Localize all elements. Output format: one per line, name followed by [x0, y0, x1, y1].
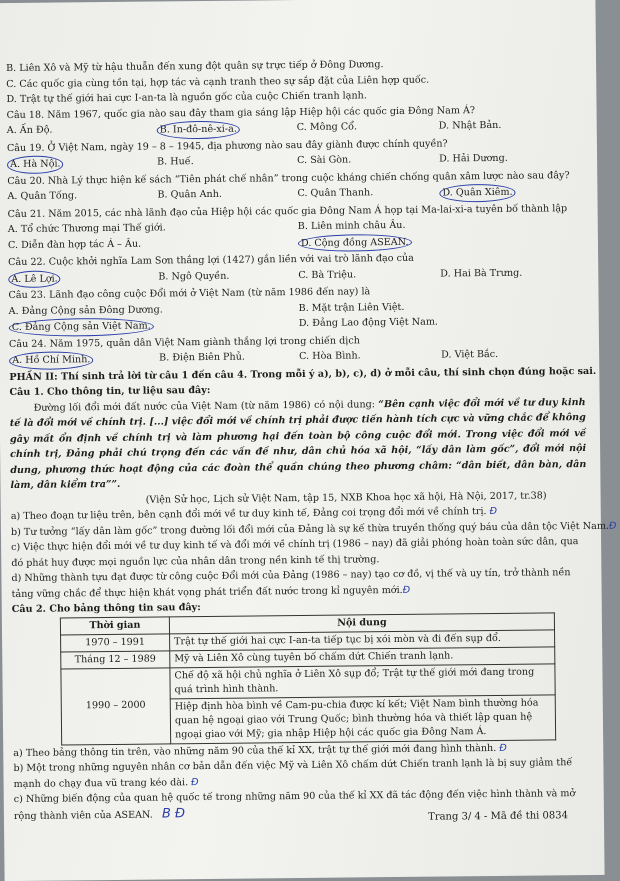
question-21-stem: Câu 21. Năm 2015, các nhà lãnh đạo của Hiệp hội các quốc gia Đông Nam Á họp tại Ma-lai-xi-a tuyên bố thành lập	[7, 202, 568, 220]
table-row: 1970 – 1991 Trật tự thế giới hai cực I-an-ta tiếp tục bị xói mòn và đi đến sụp đổ.	[61, 629, 555, 651]
table-row: Hiệp định hòa bình về Cam-pu-chia được kí kết; Việt Nam bình thường hóa quan hệ ngoại giao với Trung Quốc; bình thường hóa và thiết lập quan hệ ngoại giao với Mỹ; gia nhập Hiệp hội các quốc gia Đông Nam Á.	[61, 694, 555, 744]
option-line: C. Các quốc gia cùng tồn tại, hợp tác và cạnh tranh theo sự sắp đặt của Liên hợp quốc.	[6, 74, 430, 90]
question-22-stem: Câu 22. Cuộc khởi nghĩa Lam Sơn thắng lợi (1427) gắn liền với vai trò lãnh đạo của	[8, 252, 414, 269]
table-row: 1990 – 2000 Chế độ xã hội chủ nghĩa ở Liên Xô sụp đổ; Trật tự thế giới mới đang trong quá trình hình thành.	[61, 663, 555, 699]
option-b: B. Ngô Quyền.	[158, 270, 230, 282]
part-2-heading: PHẦN II: Thí sinh trả lời từ câu 1 đến câu 4. Trong mỗi ý a), b), c), d) ở mỗi câu, thí sinh chọn đúng hoặc sai.	[9, 365, 597, 383]
question-24-stem: Câu 24. Năm 1975, quân dân Việt Nam giành thắng lợi trong chiến dịch	[8, 334, 360, 350]
c1-statement-d2: tảng vững chắc để thực hiện khát vọng phát triển đất nước trong kỉ nguyên mới.Đ	[11, 584, 411, 600]
question-23-stem: Câu 23. Lãnh đạo công cuộc Đổi mới ở Việt Nam (từ năm 1986 đến nay) là	[8, 286, 371, 302]
handwritten-mark: Đ	[191, 776, 199, 788]
c1-quote-lead: Đường lối đổi mới đất nước của Việt Nam (từ năm 1986) có nội dung:	[33, 398, 376, 414]
table-header: Thời gian	[60, 616, 169, 634]
c1-statement-c2: đó phát huy được mọi nguồn lực của nhân dân trong nền kinh tế thị trường.	[11, 553, 380, 569]
c2-statement-c2: rộng thành viên của ASEAN. B Đ	[13, 805, 186, 822]
option-line: D. Trật tự thế giới hai cực I-an-ta là nguồn gốc của cuộc Chiến tranh lạnh.	[6, 90, 367, 106]
option-d: D. Nhật Bản.	[438, 119, 502, 132]
handwritten-mark: B Đ	[161, 805, 186, 821]
c2-statement-b1: b) Một trong những nguyên nhân cơ bản dẫn đến việc Mỹ và Liên Xô chấm dứt Chiến tranh lạnh là bị suy giảm thế	[13, 757, 573, 775]
table-row: Tháng 12 – 1989 Mỹ và Liên Xô cùng tuyên bố chấm dứt Chiến tranh lạnh.	[61, 646, 555, 668]
option-c: C. Mông Cổ.	[296, 121, 358, 134]
handwritten-mark: Đ	[499, 742, 507, 754]
c1-statement-a: a) Theo đoạn tư liệu trên, bên cạnh đổi mới về tư duy kinh tế, Đảng coi trọng đổi mới về chính trị. Đ	[10, 505, 498, 523]
c1-statement-d1: d) Những thành tựu đạt được từ công cuộc Đổi mới của Đảng (1986 – nay) tạo cơ đồ, vị thế và uy tín, trở thành nền	[11, 567, 571, 585]
option-a: A. Ấn Độ.	[6, 124, 53, 137]
option-b: B. Mặt trận Liên Việt.	[298, 301, 405, 314]
option-b: B. Huế.	[157, 156, 194, 168]
option-b: B. Liên minh châu Âu.	[297, 219, 406, 233]
option-d-circled: D. Cộng đồng ASEAN.	[298, 233, 412, 252]
question-20-stem: Câu 20. Nhà Lý thực hiện kế sách “Tiên phát chế nhân” trong cuộc kháng chiến chống quân xâm lược nào sau đây?	[7, 169, 570, 187]
page-footer: Trang 3/ 4 - Mã đề thi 0834	[428, 809, 569, 823]
option-d: D. Hai Bà Trưng.	[440, 267, 523, 280]
option-b-circled: B. In-đô-nê-xi-a.	[157, 121, 240, 139]
option-a: A. Đảng Cộng sản Đông Dương.	[8, 303, 163, 317]
c1-source: (Viện Sử học, Lịch sử Việt Nam, tập 15, NXB Khoa học xã hội, Hà Nội, 2017, tr.38)	[145, 489, 547, 506]
handwritten-mark: Đ	[489, 505, 498, 518]
c1-statement-b: b) Tư tưởng “lấy dân làm gốc” trong đường lối đổi mới của Đảng là sự kế thừa truyền thống quý báu của dân tộc Việt Nam.Đ	[10, 520, 617, 538]
c1-quote	[10, 395, 587, 494]
option-a-circled: A. Hà Nội.	[7, 155, 64, 173]
option-a-circled: A. Hồ Chí Minh.	[9, 351, 93, 369]
option-b: B. Quân Anh.	[157, 188, 222, 201]
table-header: Nội dung	[169, 612, 554, 633]
option-a-circled: A. Lê Lợi.	[8, 270, 61, 288]
option-d: D. Việt Bắc.	[441, 348, 499, 361]
question-19-stem: Câu 19. Ở Việt Nam, ngày 19 – 8 – 1945, địa phương nào sau đây giành được chính quyền?	[6, 137, 448, 154]
option-a: A. Quân Tống.	[7, 190, 78, 203]
option-d: D. Đảng Lao động Việt Nam.	[298, 316, 438, 330]
option-d: D. Hải Dương.	[439, 152, 508, 165]
option-line: B. Liên Xô và Mỹ từ hậu thuẫn đến xung đột quân sự trực tiếp ở Đông Dương.	[6, 59, 384, 75]
option-c: C. Bà Triệu.	[298, 268, 357, 281]
c2-statement-c1: c) Những biến động của quan hệ quốc tế trong những năm 90 của thế kỉ XX đã tác động đến việc hình thành và mở	[13, 788, 576, 806]
c1-statement-c1: c) Việc thực hiện đổi mới về tư duy kinh tế và đổi mới về chính trị (1986 – nay) đã giải phóng hoàn toàn sức dân, qua	[11, 536, 579, 554]
c1-quote-text: “Bên cạnh việc đổi mới về tư duy kinh tế là đổi mới về chính trị. [...] việc đổi mới về chính trị phải được tiến hành tích cực và vững chắc để không gây mất ổn định về chính trị và làm phương hại đến toàn bộ công cuộc đổi mới. Trong việc đổi mới về chính trị, Đảng phải chú trọng đến các vấn đề như, dân chủ hóa xã hội, “lấy dân làm gốc”, đổi mới nội dung, phương thức hoạt động của các đoàn thể quần chúng theo phương châm: “dân biết, dân bàn, dân làm, dân kiểm tra””.	[9, 396, 587, 492]
option-c: C. Quân Thanh.	[297, 187, 374, 200]
option-a: A. Tổ chức Thương mại Thế giới.	[7, 222, 166, 236]
question-18-stem: Câu 18. Năm 1967, quốc gia nào sau đây tham gia sáng lập Hiệp hội các quốc gia Đông Nam Á?	[6, 104, 476, 121]
c2-statement-a: a) Theo bảng thông tin trên, vào những năm 90 của thế kỉ XX, trật tự thế giới mới đang hình thành. Đ	[13, 742, 507, 759]
info-table	[60, 612, 556, 745]
option-c: C. Diễn đàn hợp tác Á – Âu.	[7, 238, 142, 251]
option-c: C. Hòa Bình.	[299, 350, 361, 363]
option-c: C. Sài Gòn.	[297, 154, 352, 167]
c2-statement-b2: mạnh do chạy đua vũ trang kéo dài. Đ	[13, 776, 199, 790]
handwritten-mark: Đ	[608, 520, 617, 532]
c2-stem: Câu 2. Cho bảng thông tin sau đây:	[11, 602, 201, 616]
option-b: B. Điện Biên Phủ.	[159, 351, 245, 364]
option-d-circled: D. Quân Xiêm.	[439, 184, 515, 202]
c1-stem: Câu 1. Cho thông tin, tư liệu sau đây:	[9, 384, 211, 399]
option-c-circled: C. Đảng Cộng sản Việt Nam.	[9, 318, 154, 337]
handwritten-mark: Đ	[402, 584, 411, 596]
